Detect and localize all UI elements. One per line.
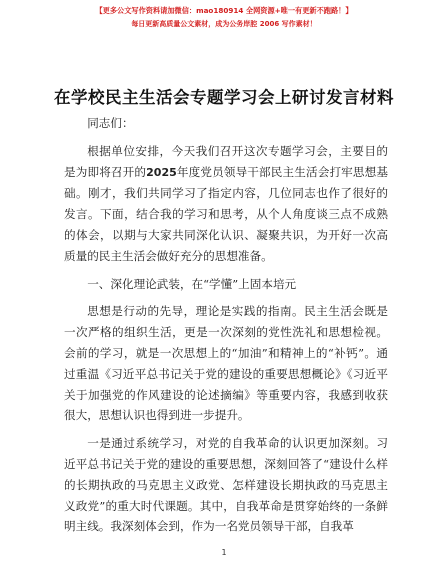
promo-banner-line1: 【更多公文写作资料请加微信：mao180914 全网资源+唯一有更新不跑路！】 [95, 6, 353, 15]
paragraph-intro-text-b: 年度党员领导干部民主生活会打牢思想基础。刚才，我们共同学习了指定内容，几位同志也作了很好的发言。下面，结合我的学习和思考，从个人角度谈三点不成熟的体会，以期与大家共同深化认识、凝聚共识，为开好一次高质量的民主生活会做好充分的思想准备。 [64, 164, 388, 263]
document-title: 在学校民主生活会专题学习会上研讨发言材料 [54, 88, 394, 107]
greeting: 同志们： [87, 116, 134, 130]
document-body [64, 113, 388, 537]
promo-banner-line2: 每日更新高质量公文素材，成为公务岸腔 2006 写作素材！ [131, 20, 317, 28]
section-heading-1: 一、深化理论武装，在“学懂”上固本培元 [87, 276, 297, 291]
paragraph-theory: 思想是行动的先导，理论是实践的指南。民主生活会既是一次严格的组织生活，更是一次深刻的党性洗礼和思想检视。会前的学习，就是一次思想上的“加油”和精神上的“补钙”。通过重温《习近平总书记关于党的建设的重要思想概论》《习近平关于加强党的作风建设的论述摘编》等重要内容，我感到收获很大，思想认识也得到进一步提升。 [64, 304, 388, 423]
promo-banner [0, 5, 448, 30]
paragraph-intro [64, 141, 388, 267]
page-number: 1 [221, 548, 227, 557]
paragraph-intro-text-a: 根据单位安排，今天我们召开这次专题学习会，主要目的是为即将召开的 [64, 143, 388, 179]
paragraph-self-revolution: 一是通过系统学习，对党的自我革命的认识更加深刻。习近平总书记关于党的建设的重要思想，深刻回答了“建设什么样的长期执政的马克思主义政党、怎样建设长期执政的马克思主义政党”的重大时代课题。其中，自我革命是贯穿始终的一条鲜明主线。我深刻体会到，作为一名党员领导干部，自我革 [64, 436, 388, 534]
paragraph-intro-year: 2025 [146, 165, 177, 179]
